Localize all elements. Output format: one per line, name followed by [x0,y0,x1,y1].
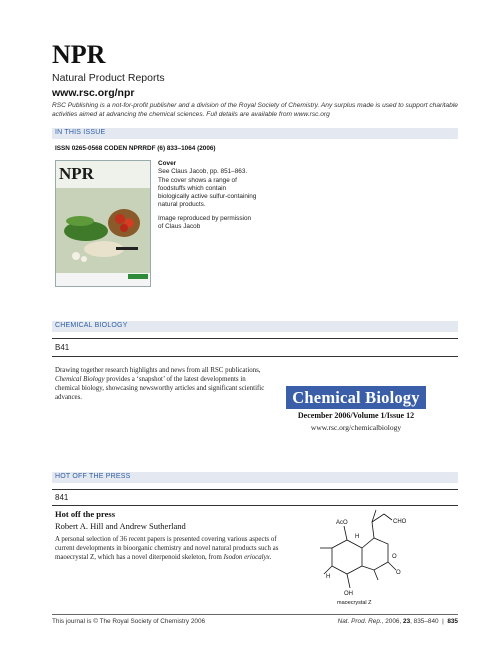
logo-issue: December 2006/Volume 1/Issue 12 [297,411,415,420]
cover-image [55,160,151,287]
logo-site: www.rsc.org/chemicalbiology [310,423,402,432]
logo-title: Chemical Biology [286,386,426,409]
section-rule [52,338,458,339]
article-page-number: B41 [55,343,70,352]
journal-title: NPR [52,40,106,69]
atom-label: H [326,574,331,580]
abstract-italic: Isodon eriocalyx [223,554,270,561]
abstract-text: A personal selection of 36 recent papers is presented covering various aspects of current developments in bioorganic chemistry and novel natural products such as maoecrystal Z, which has a novel diterpenoid skeleton, from [55,536,279,561]
cover-description: See Claus Jacob, pp. 851–863. The cover shows a range of foodstuffs which contain biologically active sulfur-containing natural products. [158,168,257,209]
citation-pages: , 835–840 [410,618,439,625]
publisher-note: RSC Publishing is a not-for-profit publisher and a division of the Royal Society of Chemistry. Any surplus made is used to support charitable activities aimed at advancing the chemical sciences. Full details are available from www.rsc.org [52,102,458,118]
section-label-chemical-biology: CHEMICAL BIOLOGY [55,322,128,329]
chemical-biology-description [55,366,270,402]
journal-subtitle: Natural Product Reports [52,72,165,84]
atom-label: H [355,534,360,540]
citation-volume: 23 [403,618,411,625]
issn-line: ISSN 0265-0568 CODEN NPRRDF (6) 833–1064 (2006) [55,145,216,152]
footer-copyright: This journal is © The Royal Society of Chemistry 2006 [52,618,206,625]
footer-rule [52,614,458,615]
section-label-in-this-issue: IN THIS ISSUE [55,129,106,136]
atom-label: OH [344,591,353,597]
article-authors: Robert A. Hill and Andrew Sutherland [55,521,186,531]
cover-logo: NPR [59,164,94,183]
chemical-biology-logo [286,386,426,430]
article-abstract [55,535,285,562]
section-rule [52,356,458,357]
citation-year: , 2006, [381,618,404,625]
journal-url[interactable]: www.rsc.org/npr [52,87,135,99]
atom-label: CHO [393,519,407,525]
molecule-structure [312,508,412,598]
section-rule [52,505,458,506]
section-rule [52,489,458,490]
article-title[interactable]: Hot off the press [55,509,116,519]
description-text: provides a ‘snapshot’ of the latest developments in chemical biology, showcasing newsworthy articles and significant scientific advances. [55,376,265,401]
atom-label: O [392,554,397,560]
cover-heading: Cover [158,160,177,167]
description-text: Drawing together research highlights and news from all RSC publications, [55,367,261,374]
description-italic: Chemical Biology [55,376,105,383]
footer-page-number: 835 [447,618,458,625]
footer-citation [287,618,458,625]
article-page-number: 841 [55,493,69,502]
cover-credit: Image reproduced by permission of Claus Jacob [158,214,252,231]
abstract-text: . [269,554,272,561]
citation-separator: | [438,618,448,625]
atom-label: AcO [336,520,348,526]
cover-caption [158,160,258,231]
citation-journal: Nat. Prod. Rep. [337,618,382,625]
section-bar-in-this-issue [52,128,458,139]
molecule-label: maoecrystal Z [337,600,372,606]
section-label-hot-off-the-press: HOT OFF THE PRESS [55,473,131,480]
atom-label: O [396,570,401,576]
